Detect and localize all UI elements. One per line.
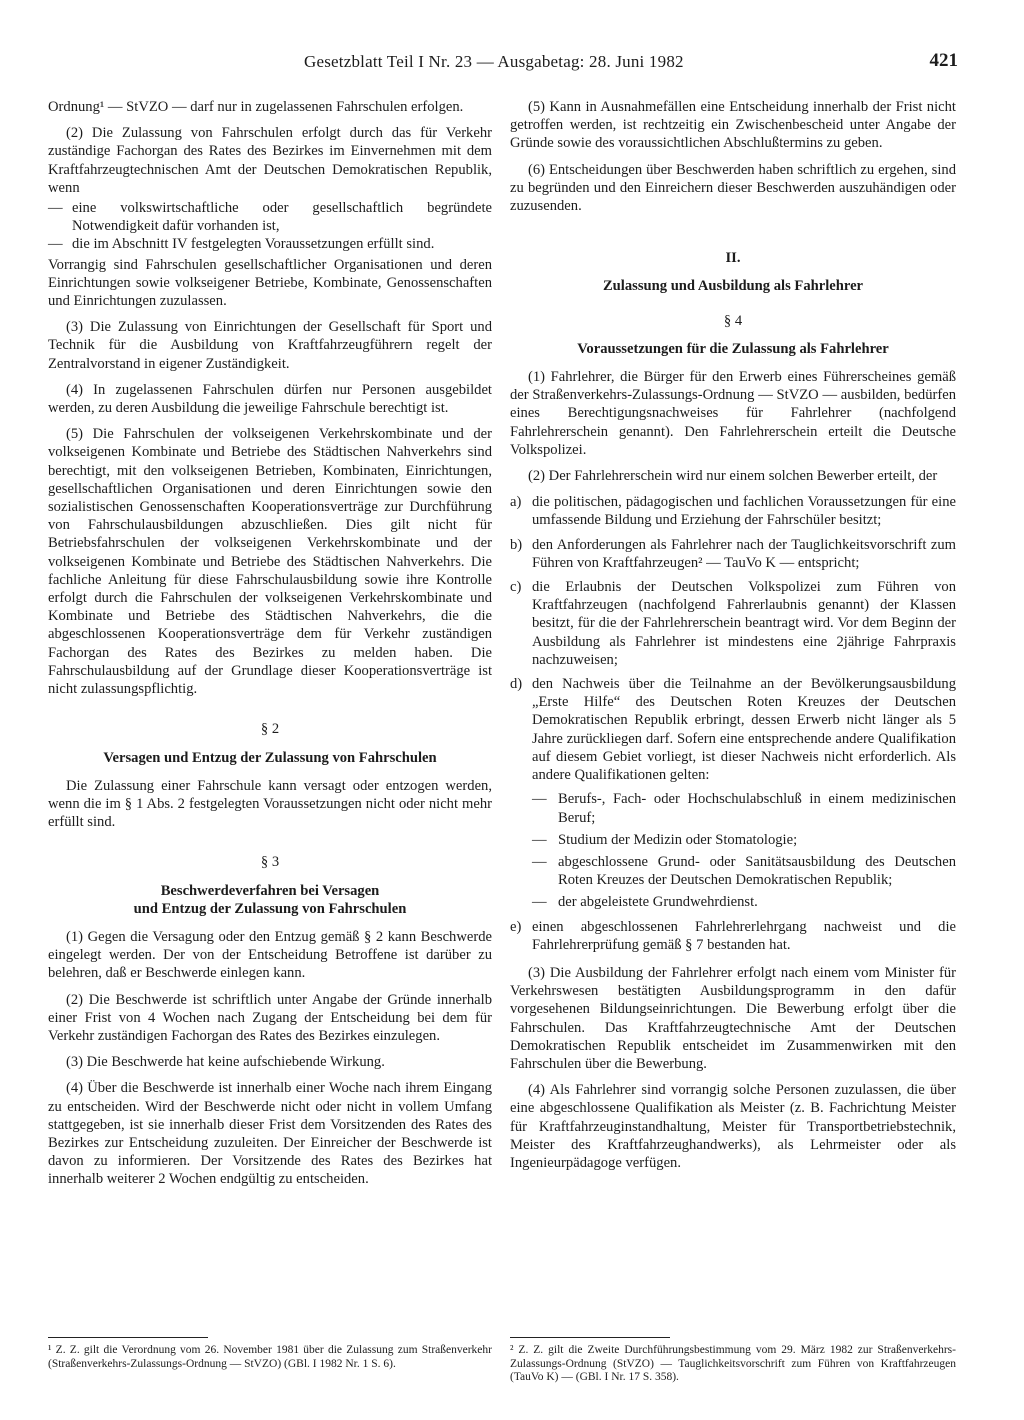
section-2-text: Die Zulassung einer Fahrschule kann versagt oder entzogen werden, wenn die im § 1 Abs. 2 festgelegten Voraussetzungen nicht oder nicht mehr erfüllt sind. [48, 777, 492, 831]
list-item [510, 675, 956, 911]
list-item [510, 493, 956, 529]
section-heading: Versagen und Entzug der Zulassung von Fahrschulen [103, 749, 437, 766]
dash-marker: — [532, 831, 547, 848]
right-footnote-block [510, 1333, 956, 1385]
page-number: 421 [929, 50, 958, 71]
section-heading-line-2: und Entzug der Zulassung von Fahrschulen [133, 900, 407, 917]
sublist-item-text: Studium der Medizin oder Stomatologie; [558, 831, 798, 848]
page-header [44, 50, 964, 76]
list-item [510, 578, 956, 669]
left-column [48, 98, 492, 1197]
header-title: Gesetzblatt Teil I Nr. 23 — Ausgabetag: 28. Juni 1982 [304, 52, 684, 71]
paragraph-3-1: (1) Gegen die Versagung oder den Entzug gemäß § 2 kann Beschwerde eingelegt werden. Der von der Entscheidung Betroffene ist darüber zu belehren, daß er Beschwerde einlegen kann. [48, 928, 492, 982]
section-number: § 2 [260, 721, 280, 738]
dash-marker: — [532, 894, 547, 911]
dash-marker: — [532, 791, 547, 808]
section-heading: Voraussetzungen für die Zulassung als Fahrlehrer [577, 340, 889, 357]
paragraph-3-6: (6) Entscheidungen über Beschwerden haben schriftlich zu ergehen, sind zu begründen und den Einreichern dieser Beschwerden auszuhändigen oder zuzusenden. [510, 161, 956, 215]
paragraph-3-5: (5) Kann in Ausnahmefällen eine Entscheidung innerhalb der Frist nicht getroffen werden, ist rechtzeitig ein Zwischenbescheid unter Angabe der Gründe sowie des voraussichtlichen Abschlußtermins zu geben. [510, 99, 956, 152]
paragraph-1-2-continued: Vorrangig sind Fahrschulen gesellschaftlicher Organisationen und deren Einrichtungen sowie volkseigener Betriebe, Kombinate, Genossenschaften und Einrichtungen zuzulassen. [48, 256, 492, 310]
list-marker: a) [510, 494, 522, 511]
sublist-item [532, 831, 956, 849]
paragraph-continuation: Ordnung¹ — StVZO — darf nur in zugelassenen Fahrschulen erfolgen. [48, 99, 464, 115]
dash-item [48, 199, 492, 235]
paragraph-1-3: (3) Die Zulassung von Einrichtungen der Gesellschaft für Sport und Technik für die Ausbildung von Kraftfahrzeugführern regelt der Zentralvorstand in eigener Zuständigkeit. [48, 319, 492, 372]
section-heading [48, 882, 492, 918]
paragraph-3-4: (4) Über die Beschwerde ist innerhalb einer Woche nach ihrem Eingang zu entscheiden. Wird der Beschwerde nicht oder nicht in vollem Umfang stattgegeben, ist sie innerhalb dieser Frist dem Vorsitzenden des Rates des Bezirkes zur Entscheidung zuzuleiten. Der Einreicher der Beschwerde ist davon zu informieren. Der Vorsitzende des Rates des Bezirkes hat innerhalb weiterer 2 Wochen endgültig zu entscheiden. [48, 1080, 492, 1188]
dash-marker: — [48, 236, 63, 253]
list-item-text: die politischen, pädagogischen und fachlichen Voraussetzungen für eine umfassende Bildung und Erziehung der Fahrschüler besitzt; [532, 494, 956, 529]
footnote-rule [510, 1337, 670, 1338]
paragraph-1-5: (5) Die Fahrschulen der volkseigenen Verkehrskombinate und der volkseigenen Kombinate und Betriebe des Städtischen Nahverkehrs sind berechtigt, mit den volkseigenen Betrieben, Kombinaten, Einrichtungen, gesellschaftlichen Organisationen und deren Einrichtungen sowie den sozialistischen Genossenschaften Kooperationsverträge zur Durchführung von Fahrschulausbildungen abzuschließen. Dies gilt nicht für Betriebsfahrschulen der volkseigenen Verkehrskombinate und der volkseigenen Kombinate und Betriebe des Städtischen Nahverkehrs. Die fachliche Anleitung für diese Fahrschulausbildung sowie ihre Kontrolle erfolgt durch die Fahrschulen der volkseigenen Verkehrskombinate und Kombinate und Betriebe des Städtischen Nahverkehrs, die die abgeschlossenen Kooperationsverträge dem für Verkehr zuständigen Fachorgan des Rates des Bezirkes zu melden haben. Die Fahrschulausbildung auf der Grundlage dieser Kooperationsverträge ist nicht zulassungspflichtig. [48, 426, 492, 698]
paragraph-1-2: (2) Die Zulassung von Fahrschulen erfolgt durch das für Verkehr zuständige Fachorgan des Rates des Bezirkes im Einvernehmen mit dem Kraftfahrzeugtechnischen Amt der Deutschen Demokratischen Republik, wenn [48, 125, 492, 196]
dash-marker: — [532, 853, 547, 870]
paragraph-1-4: (4) In zugelassenen Fahrschulen dürfen nur Personen ausgebildet werden, zu deren Ausbildung die jeweilige Fahrschule berechtigt ist. [48, 381, 492, 417]
part-number: II. [725, 250, 741, 267]
footnote-2: ² Z. Z. gilt die Zweite Durchführungsbestimmung vom 29. März 1982 zur Straßenverkehrs-Zulassungs-Ordnung (StVZO) — Tauglichkeitsvorschrift zum Führen von Kraftfahrzeugen (TauVo K) — (GBl. I Nr. 17 S. 358). [510, 1344, 956, 1384]
dash-item-text: die im Abschnitt IV festgelegten Voraussetzungen erfüllt sind. [72, 236, 435, 253]
sublist [532, 790, 956, 911]
left-footnote-block [48, 1333, 492, 1371]
list-item [510, 536, 956, 572]
footnote-rule [48, 1337, 208, 1338]
section-number: § 4 [723, 312, 743, 329]
paragraph-4-3: (3) Die Ausbildung der Fahrlehrer erfolgt nach einem vom Minister für Verkehrswesen bestätigten Ausbildungsprogramm in den dafür vorgesehenen Bildungseinrichtungen. Die Bewerbung erfolgt über die Fahrschulen. Das Kraftfahrzeugtechnische Amt der Deutschen Demokratischen Republik entscheidet im Zusammenwirken mit den Fahrschulen über die Bewerbung. [510, 964, 956, 1072]
sublist-item [532, 790, 956, 826]
paragraph-3-2: (2) Die Beschwerde ist schriftlich unter Angabe der Gründe innerhalb einer Frist von 4 Wochen nach Zugang der Entscheidung bei dem für Verkehr zuständigen Fachorgan des Rates des Bezirkes einzulegen. [48, 991, 492, 1044]
right-column [510, 98, 956, 1180]
sublist-item-text: Berufs-, Fach- oder Hochschulabschluß in einem medizinischen Beruf; [558, 791, 956, 826]
list-item-text: den Nachweis über die Teilnahme an der Bevölkerungsausbildung „Erste Hilfe“ des Deutschen Roten Kreuzes der Deutschen Demokratischen Republik erbringt, dessen Erwerb nicht länger als 5 Jahre zurückliegen darf. Sofern eine entsprechende andere Qualifikation auf diesem Gebiet vorliegt, ist dieser Nachweis nicht erforderlich. Als andere Qualifikationen gelten: [532, 676, 956, 784]
footnote-1: ¹ Z. Z. gilt die Verordnung vom 26. November 1981 über die Zulassung zum Straßenverkehr (Straßenverkehrs-Zulassungs-Ordnung — StVZO) (GBl. I 1982 Nr. 1 S. 6). [48, 1344, 492, 1370]
section-heading-line-1: Beschwerdeverfahren bei Versagen [160, 882, 380, 899]
part-heading: Zulassung und Ausbildung als Fahrlehrer [602, 278, 864, 295]
list-marker: e) [510, 918, 522, 935]
sublist-item [532, 853, 956, 889]
sublist-item-text: der abgeleistete Grundwehrdienst. [558, 894, 758, 911]
list-item-text: einen abgeschlossenen Fahrlehrerlehrgang nachweist und die Fahrlehrerprüfung gemäß § 7 bestanden hat. [532, 918, 956, 953]
list-item-text: den Anforderungen als Fahrlehrer nach der Tauglichkeitsvorschrift zum Führen von Kraftfahrzeugen² — TauVo K — entspricht; [532, 536, 956, 571]
list-item [510, 918, 956, 954]
list-marker: d) [510, 676, 523, 693]
paragraph-4-1: (1) Fahrlehrer, die Bürger für den Erwerb eines Führerscheines gemäß der Straßenverkehrs-Zulassungs-Ordnung — StVZO — ausbilden, bedürfen eines Berechtigungsnachweises für Fahrlehrer (nachfolgend Fahrlehrerschein genannt). Den Fahrlehrerschein erteilt die Deutsche Volkspolizei. [510, 369, 956, 458]
paragraph-4-2: (2) Der Fahrlehrerschein wird nur einem solchen Bewerber erteilt, der [528, 468, 938, 485]
sublist-item [532, 893, 956, 911]
dash-item [48, 235, 492, 253]
dash-item-text: eine volkswirtschaftliche oder gesellschaftlich begründete Notwendigkeit dafür vorhanden ist, [72, 200, 492, 235]
paragraph-4-4: (4) Als Fahrlehrer sind vorrangig solche Personen zuzulassen, die über eine abgeschlossene Qualifikation als Meister (z. B. Fachrichtung Meister für Kraftfahrzeuginstandhaltung, Meister für Transportbetriebstechnik, Meister des Kraftfahrzeughandwerks), als Lehrmeister oder als Ingenieurpädagoge verfügen. [510, 1082, 956, 1171]
section-number: § 3 [260, 854, 280, 871]
list-marker: c) [510, 579, 522, 596]
dash-marker: — [48, 200, 63, 217]
sublist-item-text: abgeschlossene Grund- oder Sanitätsausbildung des Deutschen Roten Kreuzes der Deutschen Demokratischen Republik; [558, 853, 956, 889]
list-item-text: die Erlaubnis der Deutschen Volkspolizei zum Führen von Kraftfahrzeugen (nachfolgend Fahrerlaubnis genannt) der Klassen besitzt, für die der Fahrlehrerschein beantragt wird. Vor dem Beginn der Ausbildung als Fahrlehrer ist mindestens eine 2jährige Fahrpraxis nachzuweisen; [532, 579, 956, 668]
paragraph-3-3: (3) Die Beschwerde hat keine aufschiebende Wirkung. [66, 1054, 385, 1071]
list-marker: b) [510, 536, 523, 553]
